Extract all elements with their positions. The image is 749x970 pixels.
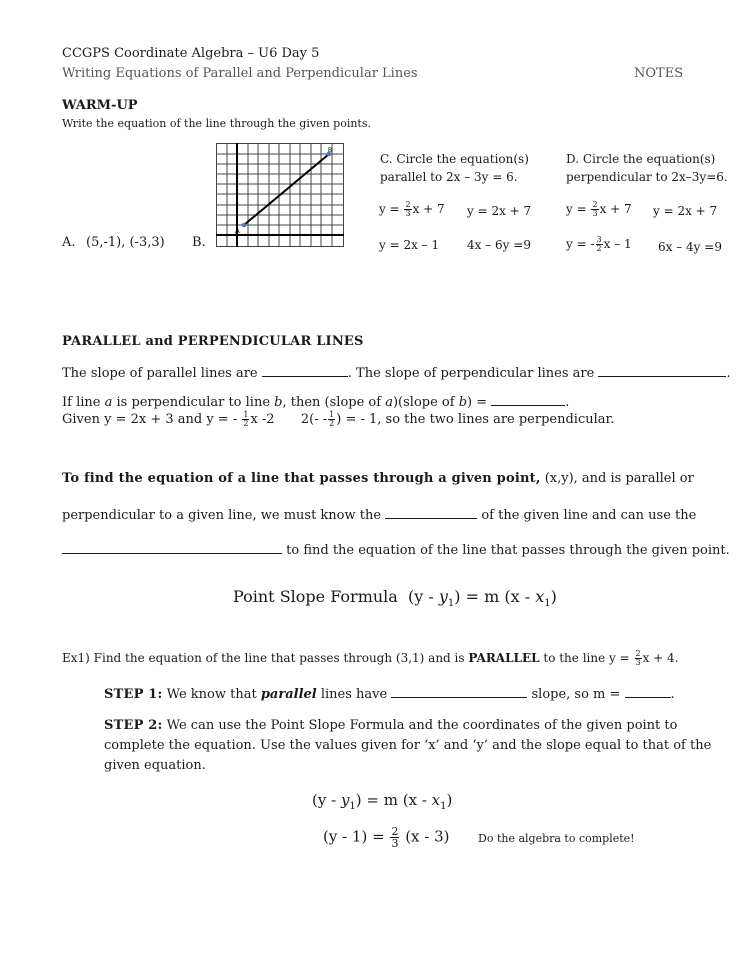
d-option-2[interactable]: y = 2x + 7 (653, 204, 718, 218)
slope-knowledge-blank[interactable] (385, 506, 477, 519)
example-fraction: $\frac{2}{3}$ (635, 649, 641, 667)
point-slope-repeat: $(y - y_1) = m$ $(x - x_1)$ (312, 791, 453, 812)
c-opt1-post: x + 7 (412, 202, 445, 216)
slope-parallel-pre: The slope of parallel lines are (62, 366, 258, 381)
d-opt1-fraction: $\frac{2}{3}$ (592, 200, 598, 218)
d-opt3-post: x – 1 (603, 237, 632, 251)
point-a-dot (242, 223, 247, 228)
substituted-fraction: $\frac{2}{3}$ (391, 825, 399, 850)
topic-title: Writing Equations of Parallel and Perpendicular Lines (62, 66, 418, 81)
problem-c-prompt-2: parallel to 2x – 3y = 6. (380, 170, 518, 184)
parallel-keyword: PARALLEL (468, 651, 540, 665)
example-1-intro: Ex1) Find the equation of the line that passes through (3,1) and is PARALLEL to the line y = $\frac{2}{3}$ x + 4. (62, 649, 679, 667)
problem-a-points: (5,-1), (-3,3) (86, 235, 165, 250)
parallel-slope-blank[interactable] (262, 364, 348, 377)
find-line-1 (62, 471, 694, 486)
find-line1-rest: (x,y), and is parallel or (540, 471, 694, 486)
perpendicular-rule: If line a is perpendicular to line b, then (slope of a)(slope of b) = . (62, 395, 570, 410)
d-opt3-fraction: $\frac{3}{2}$ (596, 235, 602, 253)
given-example: Given y = 2x + 3 and y = - $\frac{1}{2}$ x -2 2(- - $\frac{1}{2}$ ) = - 1, so the two lines are perpendicular. (62, 410, 615, 428)
course-title: CCGPS Coordinate Algebra – U6 Day 5 (62, 46, 320, 61)
product-slope-blank[interactable] (491, 393, 565, 406)
c-option-1[interactable] (379, 201, 445, 218)
check-fraction: $\frac{1}{2}$ (329, 410, 335, 428)
algebra-hint: Do the algebra to complete! (478, 832, 635, 845)
problem-d-prompt-2: perpendicular to 2x–3y=6. (566, 170, 728, 184)
formula-label: Point Slope Formula (233, 587, 398, 606)
c-option-2[interactable]: y = 2x + 7 (467, 204, 532, 218)
step-1-label: STEP 1: (104, 687, 163, 702)
d-option-3[interactable] (566, 236, 632, 253)
point-slope-formula: Point Slope Formula $(y - y_1) = m$ $(x - x_1)$ (233, 587, 557, 610)
d-opt1-post: x + 7 (599, 202, 632, 216)
perpendicular-slope-blank[interactable] (598, 364, 726, 377)
problem-a-label: A. (62, 235, 76, 250)
warmup-instruction: Write the equation of the line through the given points. (62, 117, 371, 130)
step-2-label: STEP 2: (104, 718, 163, 733)
find-bold-lead: To find the equation of a line that passes through a given point, (62, 471, 541, 486)
step-2-line-3: given equation. (104, 758, 206, 773)
step-2-line-2: complete the equation. Use the values given for ‘x’ and ‘y’ and the slope equal to that of the (104, 738, 712, 753)
c-option-3[interactable]: y = 2x – 1 (379, 238, 440, 252)
problem-c-prompt-1: C. Circle the equation(s) (380, 152, 529, 166)
d-option-1[interactable] (566, 201, 632, 218)
warmup-title: WARM-UP (62, 98, 138, 113)
step-2-line-1: STEP 2: We can use the Point Slope Formula and the coordinates of the given point to (104, 718, 678, 733)
problem-b-label: B. (192, 235, 206, 250)
d-opt1-pre: y = (566, 202, 591, 216)
graph-line (244, 154, 329, 225)
c-option-4[interactable]: 4x – 6y =9 (467, 238, 531, 252)
d-option-4[interactable]: 6x – 4y =9 (658, 240, 722, 254)
find-line-2: perpendicular to a given line, we must know the of the given line and can use the (62, 508, 697, 523)
m-value-blank[interactable] (625, 685, 671, 698)
parallel-slope-answer-blank[interactable] (391, 685, 527, 698)
find-line-3: to find the equation of the line that passes through the given point. (62, 541, 730, 558)
point-a-label: A (235, 228, 240, 235)
c-opt1-fraction: $\frac{2}{3}$ (405, 200, 411, 218)
coordinate-grid (216, 143, 344, 247)
notes-label: NOTES (634, 66, 684, 81)
section-title: PARALLEL and PERPENDICULAR LINES (62, 334, 364, 349)
problem-d-prompt-1: D. Circle the equation(s) (566, 152, 716, 166)
slope-sentence: The slope of parallel lines are . The slope of perpendicular lines are . (62, 366, 731, 381)
c-opt1-pre: y = (379, 202, 404, 216)
d-opt3-pre: y = - (566, 237, 595, 251)
given-fraction: $\frac{1}{2}$ (243, 410, 249, 428)
point-b-label: B (328, 148, 333, 154)
formula-blank[interactable] (62, 541, 282, 554)
substituted-equation: (y - 1) = $\frac{2}{3}$ (x - 3) (323, 825, 450, 850)
step-1: STEP 1: We know that parallel lines have slope, so m = . (104, 687, 675, 702)
slope-perp-pre: . The slope of perpendicular lines are (347, 366, 595, 381)
